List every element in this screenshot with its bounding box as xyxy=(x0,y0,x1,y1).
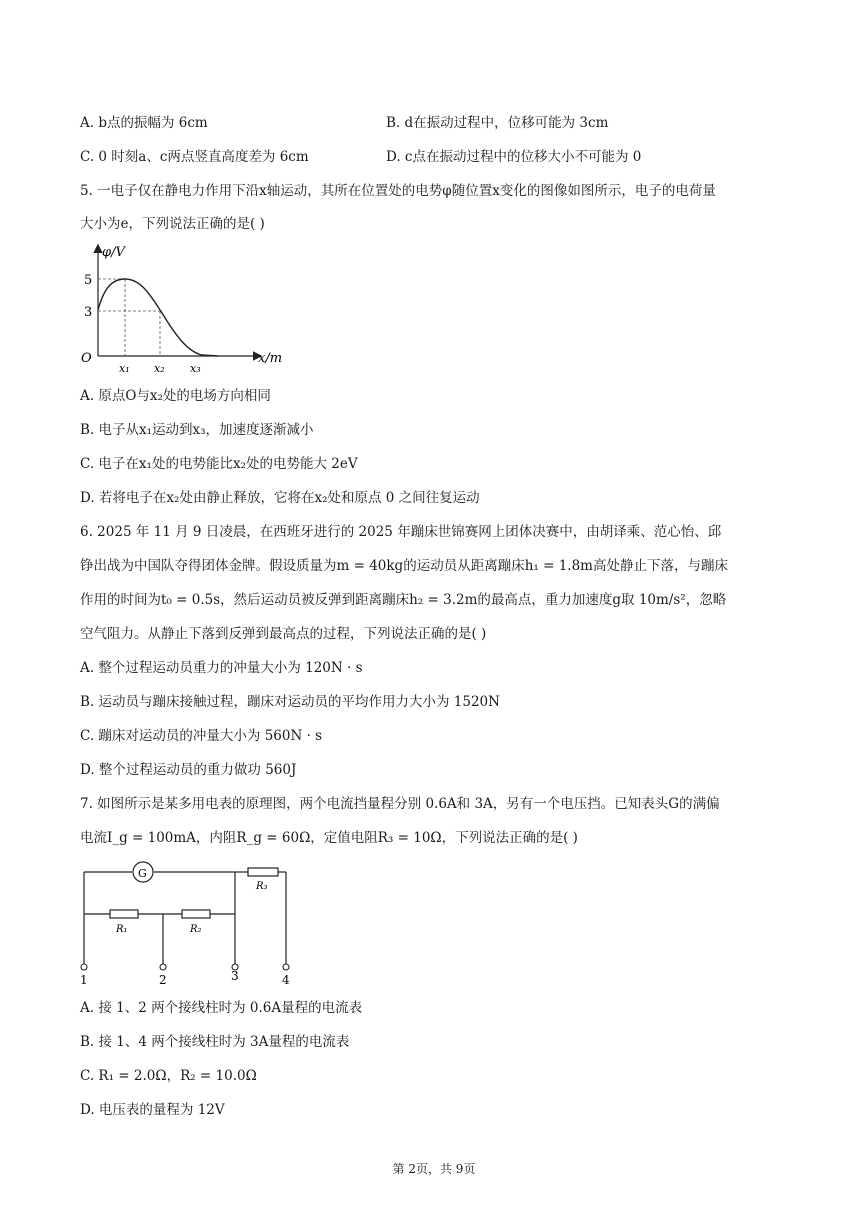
q6-stem-line1: 6. 2025 年 11 月 9 日凌晨，在西班牙进行的 2025 年蹦床世锦赛网上团体决赛中，由胡译乘、范心怡、邱 xyxy=(80,524,722,540)
q6-stem-line4: 空气阻力。从静止下落到反弹到最高点的过程，下列说法正确的是( ) xyxy=(80,626,487,642)
q6-option-a: A. 整个过程运动员重力的冲量大小为 120N · s xyxy=(80,660,363,676)
y-axis-label: φ/V xyxy=(102,245,125,260)
q7-option-b: B. 接 1、4 两个接线柱时为 3A量程的电流表 xyxy=(80,1034,350,1050)
y-tick-3: 3 xyxy=(84,305,93,320)
q5-option-c: C. 电子在x₁处的电势能比x₂处的电势能大 2eV xyxy=(80,456,358,472)
q7-option-c: C. R₁ = 2.0Ω，R₂ = 10.0Ω xyxy=(80,1068,257,1084)
x-axis-label: x/m xyxy=(258,351,283,366)
q7-stem-line2: 电流I_g = 100mA，内阻R_g = 60Ω，定值电阻R₃ = 10Ω，下列说法正确的是( ) xyxy=(80,830,578,846)
terminal-3-label: 3 xyxy=(231,969,239,983)
q4-option-d: D. c点在振动过程中的位移大小不可能为 0 xyxy=(386,149,642,165)
terminal-4-label: 4 xyxy=(282,973,290,987)
r1-label: R₁ xyxy=(116,924,128,935)
page-footer: 第 2页，共 9页 xyxy=(392,1162,476,1176)
multimeter-circuit xyxy=(70,858,310,988)
q4-option-b: B. d在振动过程中，位移可能为 3cm xyxy=(386,115,609,131)
r3-label: R₃ xyxy=(256,881,268,892)
resistor-r1 xyxy=(110,910,138,918)
q5-option-d: D. 若将电子在x₂处由静止释放，它将在x₂处和原点 0 之间往复运动 xyxy=(80,490,480,506)
q4-option-c: C. 0 时刻a、c两点竖直高度差为 6cm xyxy=(80,149,309,165)
potential-curve xyxy=(98,279,218,356)
resistor-r3 xyxy=(248,868,278,876)
terminal-1-label: 1 xyxy=(80,973,88,987)
q6-option-d: D. 整个过程运动员的重力做功 560J xyxy=(80,762,297,778)
x-tick-x3: x₃ xyxy=(190,362,201,375)
q6-option-b: B. 运动员与蹦床接触过程，蹦床对运动员的平均作用力大小为 1520N xyxy=(80,694,500,710)
q5-option-a: A. 原点O与x₂处的电场方向相同 xyxy=(80,388,271,404)
galvanometer-label: G xyxy=(138,867,147,880)
r2-label: R₂ xyxy=(190,924,202,935)
q6-stem-line2: 铮出战为中国队夺得团体金牌。假设质量为m = 40kg的运动员从距离蹦床h₁ = 1.8m高处静止下落，与蹦床 xyxy=(80,558,728,574)
q5-stem-line1: 5. 一电子仅在静电力作用下沿x轴运动，其所在位置处的电势φ随位置x变化的图像如图所示，电子的电荷量 xyxy=(80,183,716,199)
terminal-2 xyxy=(160,964,166,970)
y-tick-5: 5 xyxy=(84,273,93,288)
q6-option-c: C. 蹦床对运动员的冲量大小为 560N · s xyxy=(80,728,323,744)
q5-option-b: B. 电子从x₁运动到x₃，加速度逐渐减小 xyxy=(80,422,314,438)
potential-graph xyxy=(78,238,298,378)
x-tick-x1: x₁ xyxy=(119,362,130,375)
terminal-2-label: 2 xyxy=(159,973,167,987)
q6-stem-line3: 作用的时间为t₀ = 0.5s，然后运动员被反弹到距离蹦床h₂ = 3.2m的最高点，重力加速度g取 10m/s²，忽略 xyxy=(80,592,727,608)
terminal-4 xyxy=(283,964,289,970)
resistor-r2 xyxy=(182,910,210,918)
terminal-1 xyxy=(81,964,87,970)
x-tick-x2: x₂ xyxy=(154,362,165,375)
q7-option-a: A. 接 1、2 两个接线柱时为 0.6A量程的电流表 xyxy=(80,1000,363,1016)
origin-label: O xyxy=(81,351,92,366)
q7-option-d: D. 电压表的量程为 12V xyxy=(80,1102,225,1118)
q7-stem-line1: 7. 如图所示是某多用电表的原理图，两个电流挡量程分别 0.6A和 3A，另有一个电压挡。已知表头G的满偏 xyxy=(80,796,720,812)
q4-option-a: A. b点的振幅为 6cm xyxy=(80,115,208,131)
q5-stem-line2: 大小为e，下列说法正确的是( ) xyxy=(80,216,265,232)
